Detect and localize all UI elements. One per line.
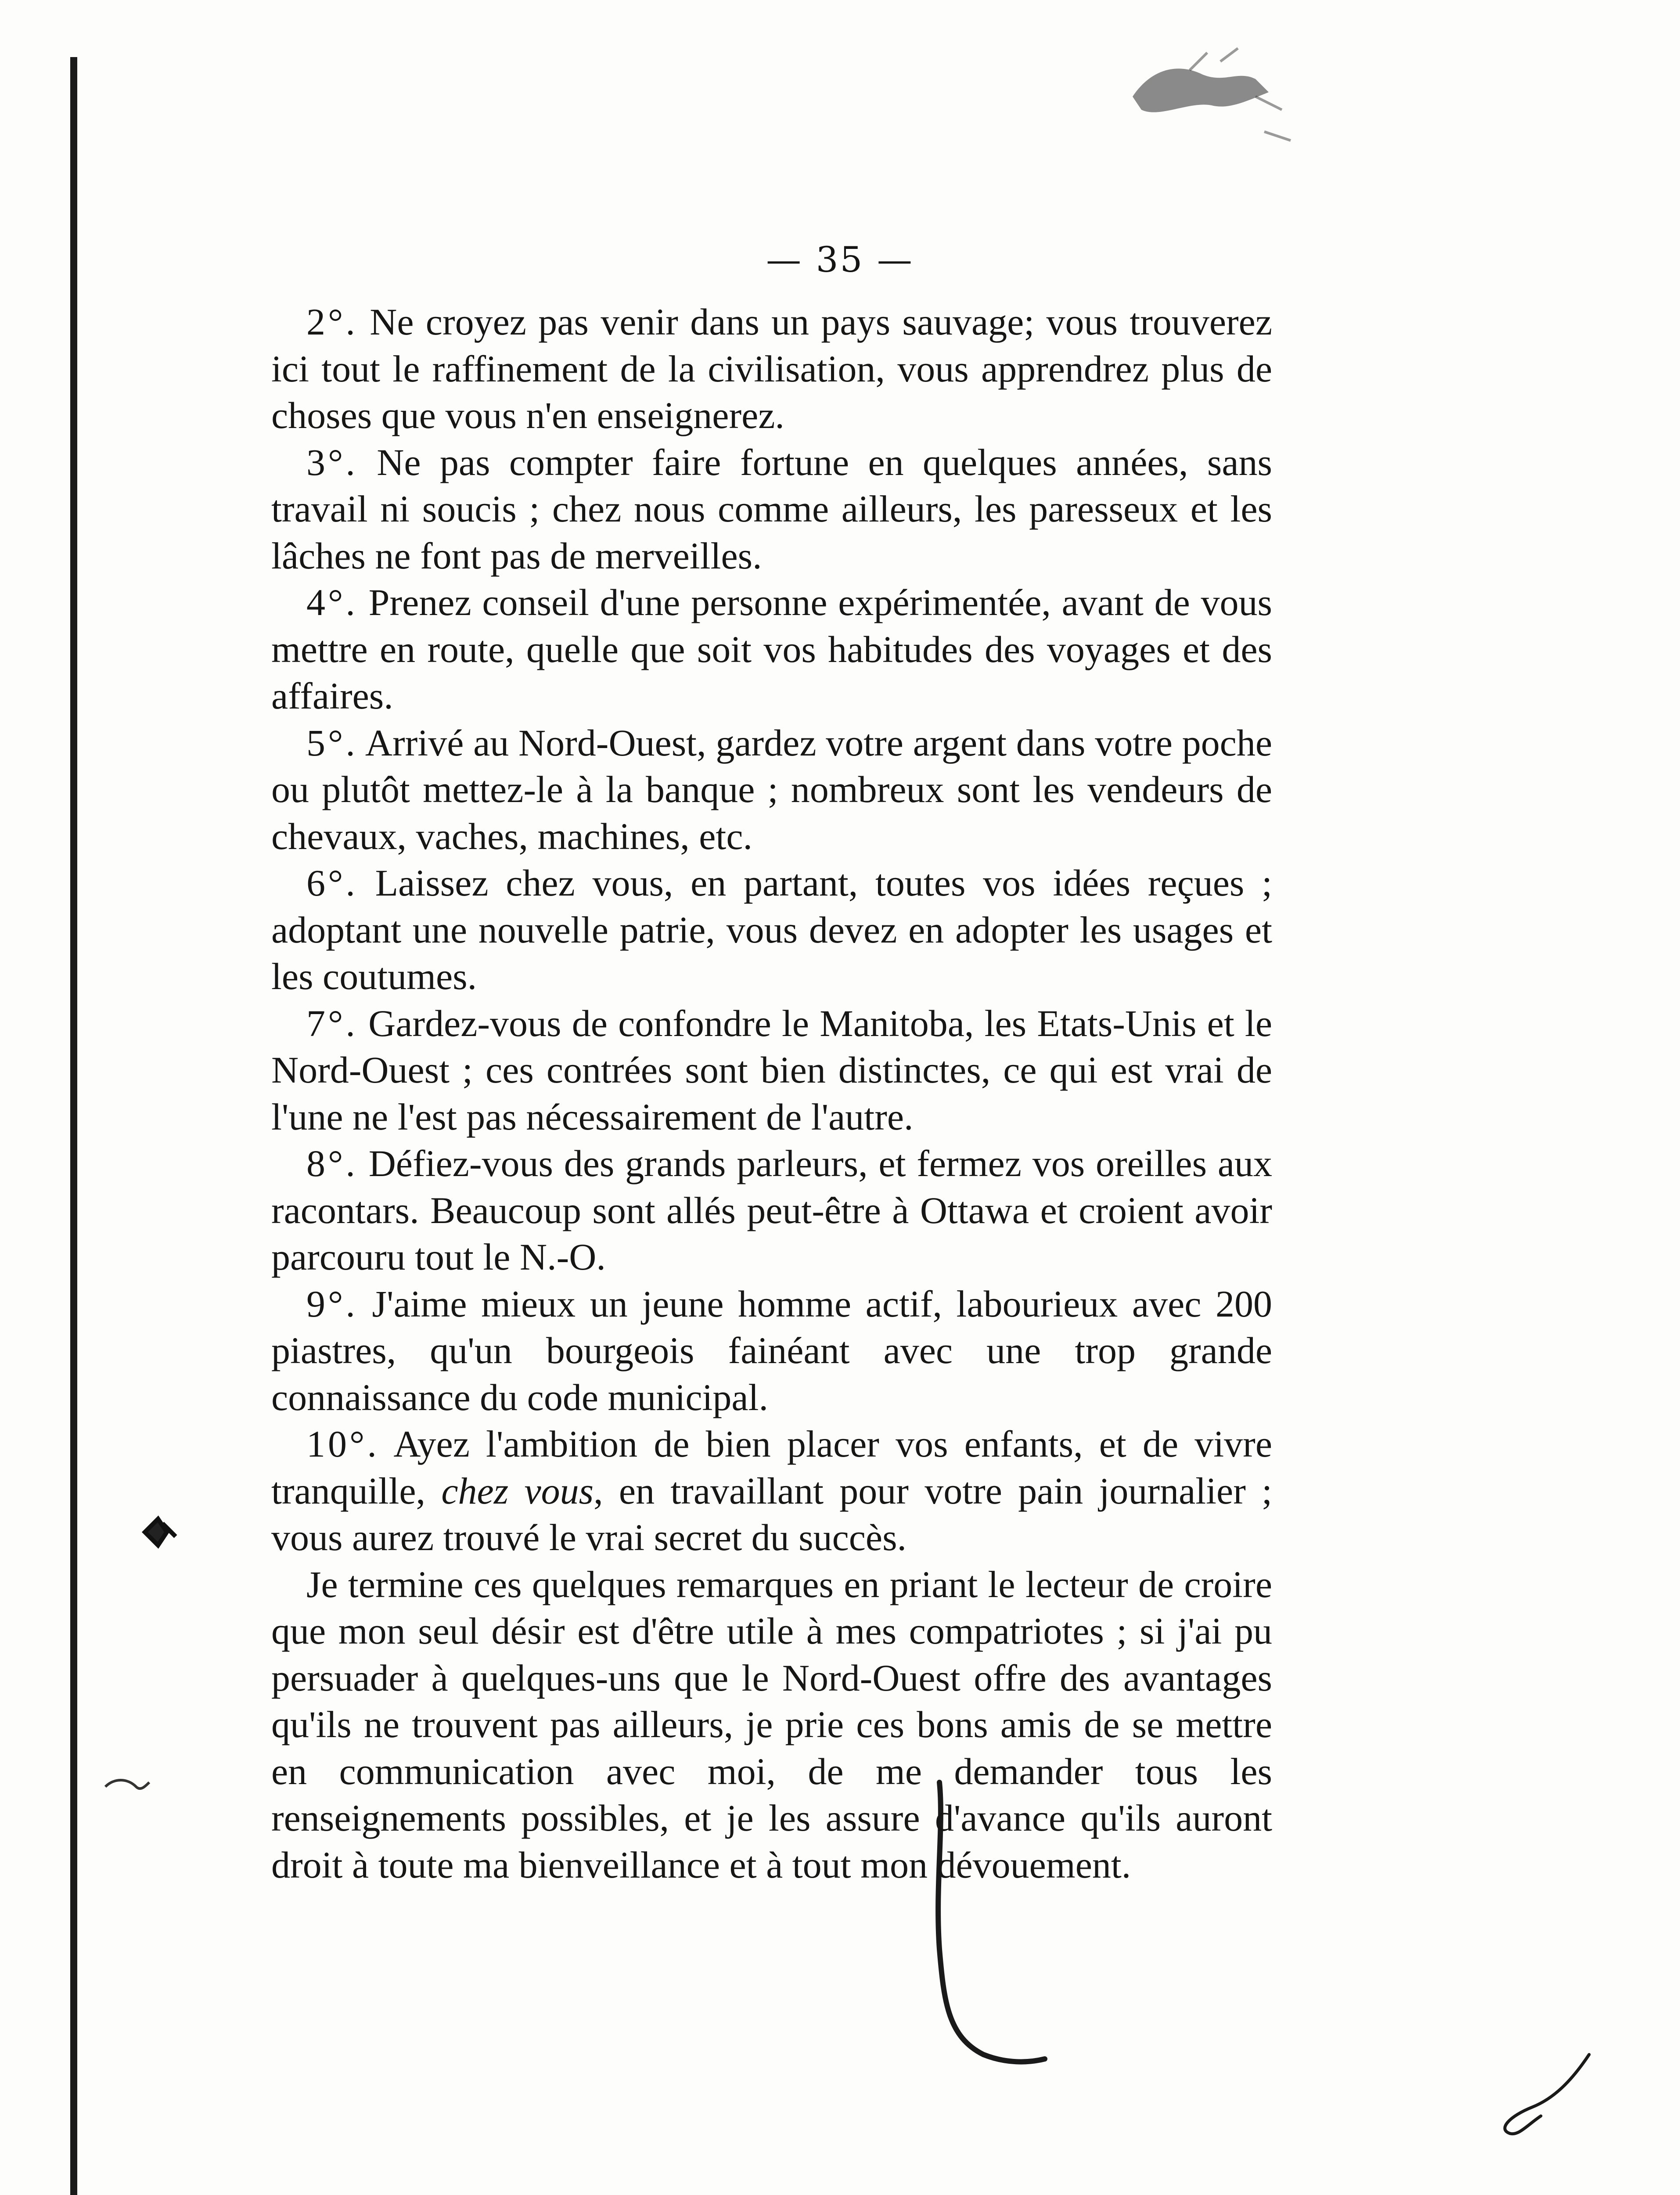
body-text	[271, 299, 1272, 1888]
paragraph-text: Arrivé au Nord-Ouest, gardez votre argent dans votre poche ou plutôt mettez-le à la banque ; nombreux sont les vendeurs de chevaux, vaches, machines, etc.	[271, 721, 1272, 857]
closing-paragraph: Je termine ces quelques remarques en priant le lecteur de croire que mon seul désir est d'être utile à mes compatriotes ; si j'ai pu persuader à quelques-uns que le Nord-Ouest offre des avantages qu'ils ne trouvent pas ailleurs, je prie ces bons amis de se mettre en communication avec moi, de me demander tous les renseignements possibles, et je les assure d'avance qu'ils auront droit à toute ma bienveillance et à tout mon dévouement.	[271, 1563, 1272, 1886]
paragraph-text: Ayez l'ambition de bien placer vos enfants, et de vivre tranquille,	[271, 1423, 1272, 1512]
paragraph-text: Laissez chez vous, en partant, toutes vos idées reçues ; adoptant une nouvelle patrie, vous devez en adopter les usages et les coutumes.	[271, 862, 1272, 997]
paragraph-number: 8°.	[306, 1142, 358, 1184]
margin-ink-mark-2	[101, 1774, 154, 1800]
paragraph-text: Prenez conseil d'une personne expérimentée, avant de vous mettre en route, quelle que soit vos habitudes des voyages et des affaires.	[271, 581, 1272, 717]
paragraph-number: 10°.	[306, 1423, 379, 1465]
paragraph-text-continued: , en travaillant pour votre pain journalier ; vous aurez trouvé le vrai secret du succès.	[271, 1469, 1273, 1558]
scan-edge-left	[70, 57, 77, 2195]
paragraph-7	[271, 1000, 1272, 1141]
paragraph-text: Gardez-vous de confondre le Manitoba, les Etats-Unis et le Nord-Ouest ; ces contrées sont bien distinctes, ce qui est vrai de l'une ne l'est pas nécessairement de l'autre.	[271, 1002, 1273, 1138]
paragraph-number: 5°.	[306, 721, 358, 764]
paragraph-number: 4°.	[306, 581, 358, 623]
paragraph-number: 6°.	[306, 862, 358, 904]
paragraph-number: 9°.	[306, 1282, 358, 1325]
paragraph-10	[271, 1421, 1272, 1561]
paragraph-number: 7°.	[306, 1002, 358, 1044]
paragraph-emphasis: chez vous	[441, 1469, 594, 1512]
paragraph-text: Ne pas compter faire fortune en quelques années, sans travail ni soucis ; chez nous comme ailleurs, les paresseux et les lâches ne font pas de merveilles.	[271, 441, 1272, 577]
margin-scribble	[1484, 2046, 1598, 2142]
paragraph-2	[271, 299, 1272, 439]
paragraph-number: 3°.	[306, 441, 358, 483]
paragraph-8	[271, 1140, 1272, 1281]
margin-ink-mark	[140, 1510, 184, 1554]
paragraph-4	[271, 579, 1272, 720]
paragraph-3	[271, 439, 1272, 579]
paragraph-text: J'aime mieux un jeune homme actif, labourieux avec 200 piastres, qu'un bourgeois fainéant avec une trop grande connaissance du code municipal.	[271, 1282, 1272, 1418]
top-right-ink-blot	[1124, 44, 1343, 176]
paragraph-text: Défiez-vous des grands parleurs, et fermez vos oreilles aux racontars. Beaucoup sont allés peut-être à Ottawa et croient avoir parcouru tout le N.-O.	[271, 1142, 1273, 1278]
paragraph-text: Ne croyez pas venir dans un pays sauvage; vous trouverez ici tout le raffinement de la civilisation, vous apprendrez plus de choses que vous n'en enseignerez.	[271, 301, 1273, 436]
paragraph-5	[271, 720, 1272, 860]
paragraph-6	[271, 860, 1272, 1000]
paragraph-9	[271, 1281, 1272, 1421]
page-number: — 35 —	[766, 239, 914, 280]
paragraph-number: 2°.	[306, 301, 358, 343]
